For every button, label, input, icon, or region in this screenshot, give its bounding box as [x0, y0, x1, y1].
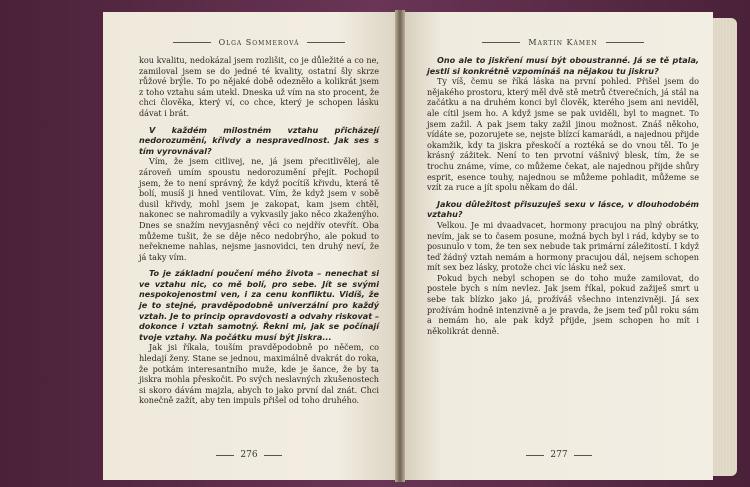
left-body-text	[139, 55, 379, 406]
head-rule	[606, 42, 644, 43]
right-author-name: Martin Kámen	[528, 38, 598, 47]
left-author-name: Olga Sommerová	[218, 38, 300, 47]
interview-question: To je základní poučení mého života – nenechat si ve vztahu nic, co mě bolí, pro sebe. Jít se svými nespokojenostmi ven, i za cenu konfliktu. Vidíš, že je to stejné, pravděpodobně univerzální pro každý vztah. Je to princip opravdovosti a odvahy riskovat – dokonce i vztah samotný. Řekni mi, jak se počínají tvoje vztahy. Na počátku musí být jiskra...	[139, 268, 379, 342]
left-running-head	[139, 38, 379, 47]
book-gutter	[395, 10, 405, 482]
head-rule	[482, 42, 520, 43]
folio-rule	[264, 455, 282, 456]
interview-question: V každém milostném vztahu přicházejí nedorozumění, křivdy a nespravedlnost. Jak ses s tím vyrovnával?	[139, 124, 379, 156]
right-page	[405, 12, 713, 480]
folio-rule	[574, 455, 592, 456]
paragraph: Vím, že jsem citlivej, ne, já jsem přecitlivělej, ale zároveň umím spoustu nedorozumění přejít. Pochopil jsem, že to není správný, že když pocítíš křivdu, která tě bolí, musíš ji hned ventilovat. Vím, že když jsem v sobě dusil křivdy, mohl jsem je zakopat, kam jsem chtěl, nakonec se nahromadily a vykvasily jako něco zkaženýho. Dnes se snažím nevyjasněný věci co nejdřív otevřít. Oba můžeme tušit, že se děje něco nedobrýho, ale pokud to neřekneme nahlas, nejsme jasnovidci, ten druhý neví, že já taky vím.	[139, 156, 379, 262]
interview-question: Ono ale to jiskření musí být oboustranné. Já se tě ptala, jestli si konkrétně vzpomínáš na nějakou tu jiskru?	[427, 55, 699, 76]
head-rule	[173, 42, 211, 43]
right-running-head	[427, 38, 699, 47]
paragraph: Velkou. Je mi dvaadvacet, hormony pracujou na plný obrátky, nevím, jak se to časem posune, možná bych byl i rád, kdyby se to posunulo v tom, že ten sex nebude tak primární záležitostí. I když teď žádný vztah nemám a hormony pracujou dál, nejsem schopen mít sex bez lásky, protože chci víc lásku než sex.	[427, 219, 699, 273]
paragraph: Pokud bych nebyl schopen se do toho muže zamilovat, do postele bych s ním nevlez. Jak jsem říkal, pokud zažiješ smrt u sebe tak blízko jako já, prožíváš všechno intenzivněji. Já sex prožívám hodně intenzivně a je pravda, že jsem teď půl roku sám a nemám ho, ale pak když přijde, jsem schopen ho mít i několikrát denně.	[427, 272, 699, 336]
right-body-text	[427, 55, 699, 336]
left-page	[103, 12, 395, 480]
paragraph: Ty víš, čemu se říká láska na první pohled. Přišel jsem do nějakého prostoru, který měl dvě stě metrů čtverečních, já stál na začátku a na druhém konci byl člověk, kterého jsem ani neviděl, ale cítil jsem ho. A když jsme se pak uviděli, byl to magnet. To jsem zažil. A pak jsem taky zažil jinou možnost. Znáš někoho, vídáte se, pozorujete se, nejste blízcí kamarádi, a najednou přijde okamžik, kdy ta jiskra přeskočí a roztéká se do vnou těl. To je krásný zážitek. Není to ten prvotní vášnivý blesk, tím, že se trochu známe, víme, co můžeme čekat, ale najednou přijde shůry esprit, esence touhy, najednou se můžeme pohladit, můžeme se vzít za ruce a jít spolu někam do dál.	[427, 76, 699, 193]
paragraph: Jak jsi říkala, touším pravděpodobně po něčem, co hledají ženy. Stane se jednou, maximálně dvakrát do roka, že potkám interesantního muže, kde je šance, že by ta jiskra mohla přeskočit. Po svých neslavných zkušenostech si skoro dávám majzla, abych to jako první dal znát. Chci konečně zažít, aby ten impuls přišel od toho druhého.	[139, 342, 379, 406]
right-page-number	[405, 450, 713, 460]
page-edges	[713, 18, 737, 476]
folio-rule	[216, 455, 234, 456]
left-page-number	[103, 450, 395, 460]
paragraph: kou kvalitu, nedokázal jsem rozlišit, co je důležité a co ne, zamiloval jsem se do jedné té kvality, ostatní šly skrze růžové brýle. To po nějaké době odezněło a kolikrát jsem z toho vztahu sám utekl. Dneska už vím na sto procent, že chci člověka, který ví, co chce, který je schopen lásku dávat i brát.	[139, 55, 379, 118]
page-number: 276	[240, 450, 258, 460]
folio-rule	[526, 455, 544, 456]
interview-question: Jakou důležitost přisuzuješ sexu v lásce, v dlouhodobém vztahu?	[427, 198, 699, 220]
head-rule	[307, 42, 345, 43]
page-number: 277	[550, 450, 568, 460]
